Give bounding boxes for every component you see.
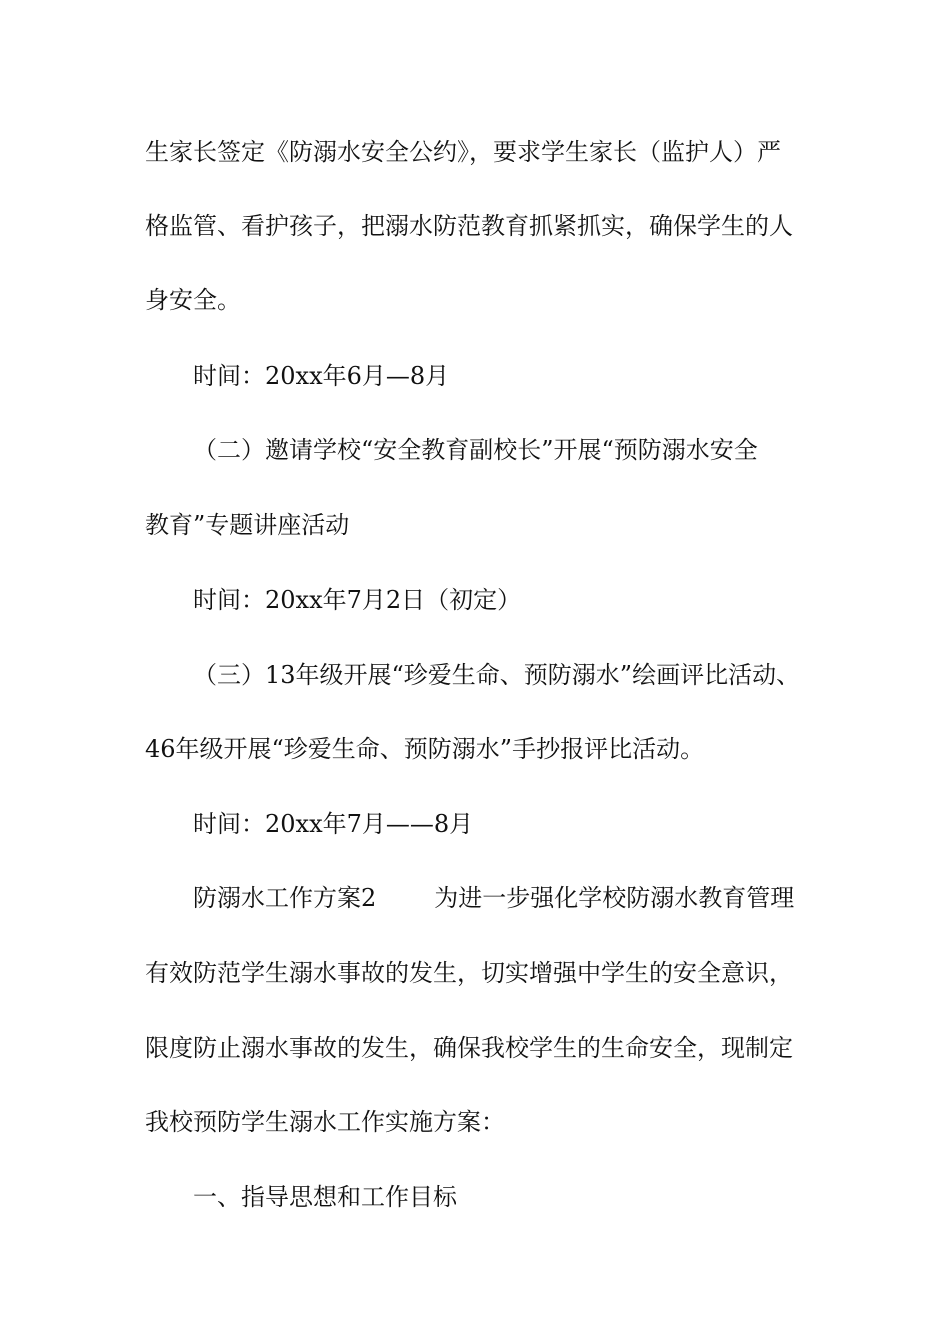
- text-line-9: 46年级开展“珍爱生命、预防溺水”手抄报评比活动。: [145, 735, 705, 763]
- time-line-2: 时间：20xx年7月2日（初定）: [193, 586, 522, 614]
- text-line-5: （二）邀请学校“安全教育副校长”开展“预防溺水安全: [193, 436, 758, 464]
- section-title-line: [193, 883, 794, 913]
- time-line-3: 时间：20xx年7月——8月: [193, 810, 474, 838]
- text-line-14: 我校预防学生溺水工作实施方案：: [145, 1108, 505, 1136]
- section-title: 防溺水工作方案2: [193, 884, 377, 912]
- section-intro: 为进一步强化学校防溺水教育管理: [434, 884, 795, 912]
- text-line-8: （三）13年级开展“珍爱生命、预防溺水”绘画评比活动、: [193, 661, 801, 689]
- text-line-12: 有效防范学生溺水事故的发生，切实增强中学生的安全意识，: [145, 959, 793, 987]
- text-line-6: 教育”专题讲座活动: [145, 511, 350, 539]
- text-line-2: 格监管、看护孩子，把溺水防范教育抓紧抓实，确保学生的人: [145, 212, 793, 240]
- time-line-1: 时间：20xx年6月—8月: [193, 362, 450, 390]
- text-line-13: 限度防止溺水事故的发生，确保我校学生的生命安全，现制定: [145, 1034, 793, 1062]
- text-line-1: 生家长签定《防溺水安全公约》，要求学生家长（监护人）严: [145, 138, 781, 166]
- heading-line: 一、指导思想和工作目标: [193, 1183, 457, 1211]
- text-line-3: 身安全。: [145, 286, 241, 314]
